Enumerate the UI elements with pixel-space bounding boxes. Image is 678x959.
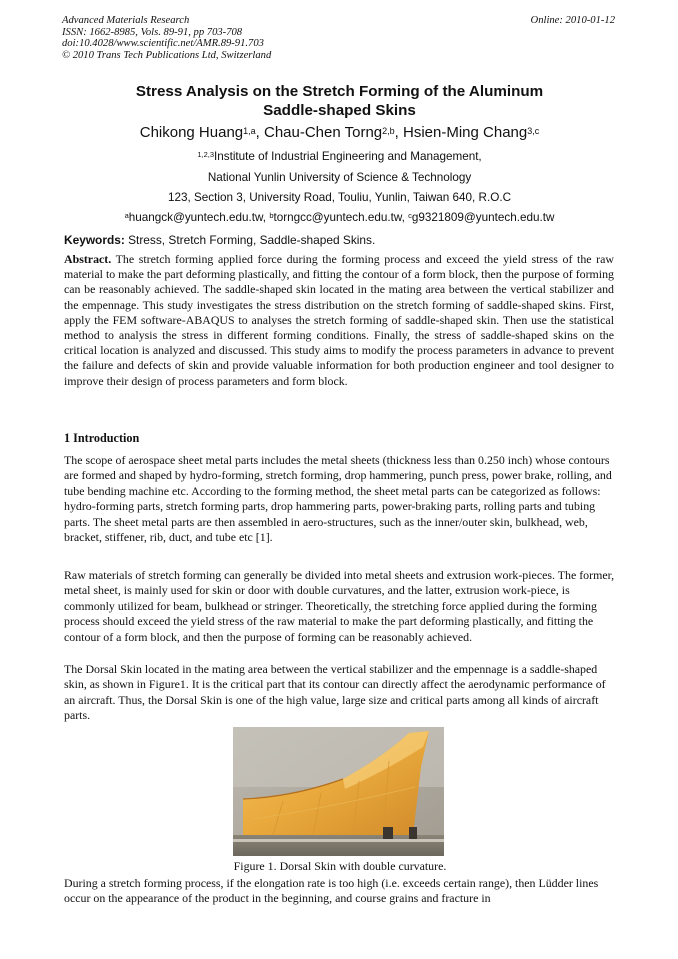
- author-2: Chau-Chen Torng: [264, 124, 383, 141]
- email-line: [62, 211, 617, 225]
- email-b-sup: b: [269, 211, 274, 220]
- section-heading-introduction: 1 Introduction: [64, 431, 140, 445]
- author-1-sup: 1,a: [243, 126, 256, 136]
- affiliation-line-2: National Yunlin University of Science & Technology: [207, 171, 472, 184]
- intro-paragraph-3: The Dorsal Skin located in the mating area between the vertical stabilizer and the empennage is a saddle-shaped skin, as shown in Figure1. It is the critical part that its contour can directly affect the aerodynamic performance of an aircraft. Thus, the Dorsal Skin is one of the high value, large size and critical parts among all kinds of aircraft parts.: [64, 662, 606, 723]
- email-b[interactable]: torngcc@yuntech.edu.tw,: [273, 211, 409, 224]
- journal-header: [62, 15, 617, 61]
- author-list: [62, 124, 617, 142]
- intro-paragraph-4: During a stretch forming process, if the elongation rate is too high (i.e. exceeds certain range), then Lüdder lines occur on the appearance of the product in the beginning, and course grains and fracture in: [64, 876, 599, 906]
- abstract-text: The stretch forming applied force during the forming process and exceed the yield stress of the raw material to make the part deforming plastically, and fitting the contour of a form block, then the purpose of forming can be reasonably achieved. The saddle-shaped skin located in the mating area between the vertical stabilizer and the empennage. This study investigates the stress distribution on the stretch forming of saddle-shaped skins. First, apply the FEM software-ABAQUS to analyses the stretch forming of saddle-shaped skin. Then use the statistical method to analysis the stress in different forming conditions. Finally, the stress of saddle-shaped skins on the critical location is analyzed and discussed. This study aims to modify the process parameters in advance to prevent the failure and defects of skin and provide valuable information for both production engineer and tool designer to improve their design of process parameters and form block.: [64, 252, 614, 388]
- affiliation-line-3: 123, Section 3, University Road, Touliu, Yunlin, Taiwan 640, R.O.C: [167, 191, 512, 204]
- keywords-label: Keywords:: [64, 233, 125, 247]
- doi-line: doi:10.4028/www.scientific.net/AMR.89-91.703: [62, 38, 264, 50]
- email-c[interactable]: g9321809@yuntech.edu.tw: [411, 211, 555, 224]
- affiliation-line-1: [62, 150, 617, 164]
- dorsal-skin-photo: [233, 727, 444, 856]
- copyright-line: © 2010 Trans Tech Publications Ltd, Switzerland: [62, 49, 272, 61]
- intro-paragraph-1: The scope of aerospace sheet metal parts includes the metal sheets (thickness less than 0.250 inch) whose contours are formed and shaped by hydro-forming, stretch forming, drop hammering, punch press, power brake, rolling, and tube bending machine etc. According to the forming method, the sheet metal parts can be categorized as follows: hydro-forming parts, stretch forming parts, drop hammering parts, power-braking parts, rolling parts and tubing parts. The sheet metal parts are then assembled in aero-structures, such as the inner/outer skin, bulkhead, web, bracket, stiffener, rib, duct, and tube etc [1].: [64, 453, 612, 545]
- email-c-sup: c: [408, 211, 412, 220]
- figure-1-caption: Figure 1. Dorsal Skin with double curvature.: [233, 859, 447, 873]
- title-line-2: Saddle-shaped Skins: [263, 102, 416, 119]
- email-a-sup: a: [124, 211, 129, 220]
- author-2-sup: 2,b: [382, 126, 395, 136]
- intro-paragraph-2: Raw materials of stretch forming can generally be divided into metal sheets and extrusion work-pieces. The former, metal sheet, is mainly used for skin or door with double curvatures, and the latter, extrusion work-piece, is commonly utilized for beam, bulkhead or stringer. Theoretically, the stretching force applied during the forming process should exceed the yield stress of the raw material to make the part deforming plastically, and fitting the contour of a form block, and then the purpose of forming can be reasonably achieved.: [64, 568, 615, 644]
- issn-line: ISSN: 1662-8985, Vols. 89-91, pp 703-708: [62, 26, 243, 38]
- affiliation-text-1: Institute of Industrial Engineering and Management,: [214, 150, 482, 163]
- journal-name: Advanced Materials Research: [62, 15, 190, 26]
- author-1: Chikong Huang: [139, 124, 244, 141]
- online-date: Online: 2010-01-12: [530, 15, 615, 26]
- abstract: [64, 252, 614, 389]
- keywords: [64, 233, 375, 247]
- keywords-text: Stress, Stretch Forming, Saddle-shaped Skins.: [124, 233, 376, 247]
- author-3: Hsien-Ming Chang: [403, 124, 528, 141]
- author-separator: ,: [394, 124, 403, 141]
- title-line-1: Stress Analysis on the Stretch Forming of the Aluminum: [135, 83, 544, 100]
- author-separator: ,: [255, 124, 264, 141]
- abstract-label: Abstract.: [64, 252, 112, 266]
- affiliation-sup: 1,2,3: [197, 150, 214, 159]
- author-3-sup: 3,c: [527, 126, 540, 136]
- paper-title: [62, 82, 617, 120]
- email-a[interactable]: huangck@yuntech.edu.tw,: [128, 211, 270, 224]
